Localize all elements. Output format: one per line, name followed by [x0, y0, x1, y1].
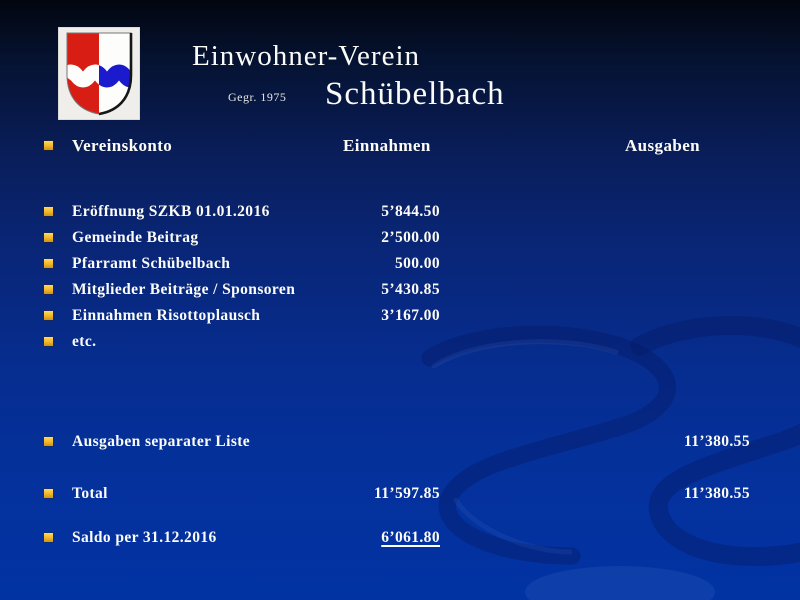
row-income: 5’844.50: [381, 203, 440, 220]
row-label: Einnahmen Risottoplausch: [72, 307, 261, 324]
header-income: Einnahmen: [343, 136, 431, 155]
row-label: Gemeinde Beitrag: [72, 229, 199, 246]
bullet-icon: [44, 207, 53, 216]
table-row: [0, 432, 800, 452]
table-row-saldo: [0, 528, 800, 548]
row-income: 3’167.00: [381, 307, 440, 324]
row-label: Total: [72, 485, 108, 502]
table-row: [0, 202, 800, 222]
bullet-icon: [44, 437, 53, 446]
row-income: 11’597.85: [373, 485, 440, 502]
row-expenses: 11’380.55: [683, 433, 750, 450]
row-expenses: 11’380.55: [683, 485, 750, 502]
table-row: [0, 228, 800, 248]
header-expenses: Ausgaben: [625, 136, 701, 155]
bullet-icon: [44, 259, 53, 268]
table-row: [0, 254, 800, 274]
row-label: Mitglieder Beiträge / Sponsoren: [72, 281, 296, 298]
row-label: etc.: [72, 333, 97, 350]
header-account: Vereinskonto: [72, 136, 173, 155]
page-title: Einwohner-Verein: [192, 40, 421, 72]
row-income: 2’500.00: [381, 229, 440, 246]
bullet-icon: [44, 233, 53, 242]
bullet-icon: [44, 285, 53, 294]
row-label: Pfarramt Schübelbach: [72, 255, 231, 272]
founded-year: Gegr. 1975: [228, 90, 287, 104]
table-row: [0, 280, 800, 300]
row-income-saldo: 6’061.80: [381, 529, 440, 546]
table-row: [0, 306, 800, 326]
row-label: Saldo per 31.12.2016: [72, 529, 217, 546]
table-row-total: [0, 484, 800, 504]
bullet-icon: [44, 489, 53, 498]
table-header-row: [0, 136, 800, 156]
bullet-icon: [44, 337, 53, 346]
bullet-icon: [44, 533, 53, 542]
schuebelbach-coat-of-arms-icon: [58, 27, 140, 120]
row-label: Ausgaben separater Liste: [72, 433, 251, 450]
row-label: Eröffnung SZKB 01.01.2016: [72, 203, 270, 220]
page-subtitle: Schübelbach: [325, 76, 505, 112]
bullet-icon: [44, 311, 53, 320]
bullet-icon: [44, 141, 53, 150]
row-income: 5’430.85: [381, 281, 440, 298]
row-income: 500.00: [394, 255, 440, 272]
table-row: [0, 332, 800, 352]
